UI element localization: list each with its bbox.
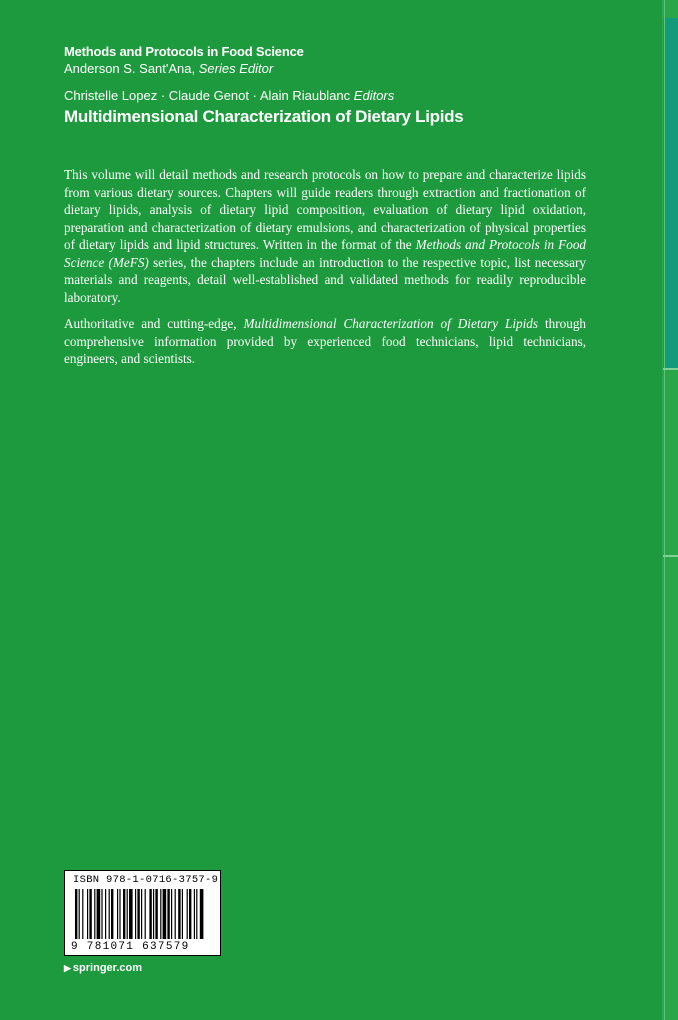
spine-tick-mark [663,368,678,370]
editors-role: Editors [353,88,395,103]
barcode-bar [182,889,183,939]
barcode-bar [187,889,188,939]
barcode-bar [89,889,91,939]
barcode-bar [117,889,118,939]
description-p1-text-b: series, the chapters include an introduction to the respective topic, list necessary materials and reagents, detail well-established and validated methods for readily reproducible laboratory. [64,254,587,305]
description-p2-text-b: through comprehensive information provided by experienced food technicians, lipid technicians, engineers, and scientists. [64,316,587,366]
barcode-bar [160,889,161,939]
barcode-bar [153,889,154,939]
description-p1-italic: Methods and Protocols in Food Science (MeFS) [64,237,587,270]
barcode-bar [79,889,80,939]
description-paragraph-1 [64,166,586,306]
barcode-bar [155,889,157,939]
barcode-bar [163,889,167,939]
book-description [64,166,586,377]
barcode-bar [137,889,139,939]
barcode-bar [167,889,169,939]
barcode-bar [101,889,102,939]
barcode-bar [175,889,176,939]
barcode-bar [111,889,113,939]
editors-line [64,87,644,104]
series-editor-name: Anderson S. Sant'Ana, [64,61,196,76]
isbn-label: ISBN 978-1-0716-3757-9 [73,874,219,886]
publisher-footer [64,962,142,974]
barcode-bar [123,889,125,939]
barcode-digits: 9 781071 637579 [71,941,190,953]
description-p2-text-a: Authoritative and cutting-edge, [64,316,237,331]
series-title: Methods and Protocols in Food Science [64,44,304,59]
spine-color-band [663,18,678,370]
barcode-bar [200,889,204,939]
barcode-bars [71,889,215,941]
editors-names: Christelle Lopez · Claude Genot · Alain Riaublanc [64,88,351,103]
publisher-url: springer.com [72,962,142,974]
isbn-barcode [64,870,221,956]
triangle-right-icon: ▶ [64,963,71,973]
description-p2-italic: Multidimensional Characterization of Dietary Lipids [243,316,539,331]
barcode-bar [75,889,77,939]
description-p1-text-a: This volume will detail methods and research protocols on how to prepare and characterize lipids from various dietary sources. Chapters will guide readers through extraction and fractionation of dietary lipids, analysis of dietary lipid composition, evaluation of dietary lipid oxidation, preparation and characterization of dietary emulsions, and characterization of physical properties of dietary lipids and lipid structures. Written in the format of the [64,167,586,252]
barcode-bar [171,889,172,939]
cover-header [64,43,644,128]
spine-tick-mark [663,555,678,557]
series-editor-role: Series Editor [198,61,274,76]
barcode-bar [135,889,136,939]
barcode-bar [145,889,146,939]
barcode-bar [141,889,142,939]
description-paragraph-2 [64,315,586,368]
spine-fold-line [664,0,665,1020]
barcode-bar [129,889,133,939]
barcode-bar [82,889,83,939]
barcode-bar [109,889,110,939]
barcode-bar [119,889,120,939]
barcode-bar [97,889,101,939]
barcode-bar [194,889,195,939]
barcode-bar [94,889,95,939]
barcode-bar [105,889,106,939]
barcode-bar [189,889,191,939]
barcode-bar [87,889,88,939]
barcode-bar [178,889,180,939]
book-title: Multidimensional Characterization of Dietary Lipids [64,107,464,126]
barcode-bar [127,889,128,939]
series-editor-line [64,60,644,77]
barcode-bar [149,889,151,939]
barcode-bar [196,889,197,939]
